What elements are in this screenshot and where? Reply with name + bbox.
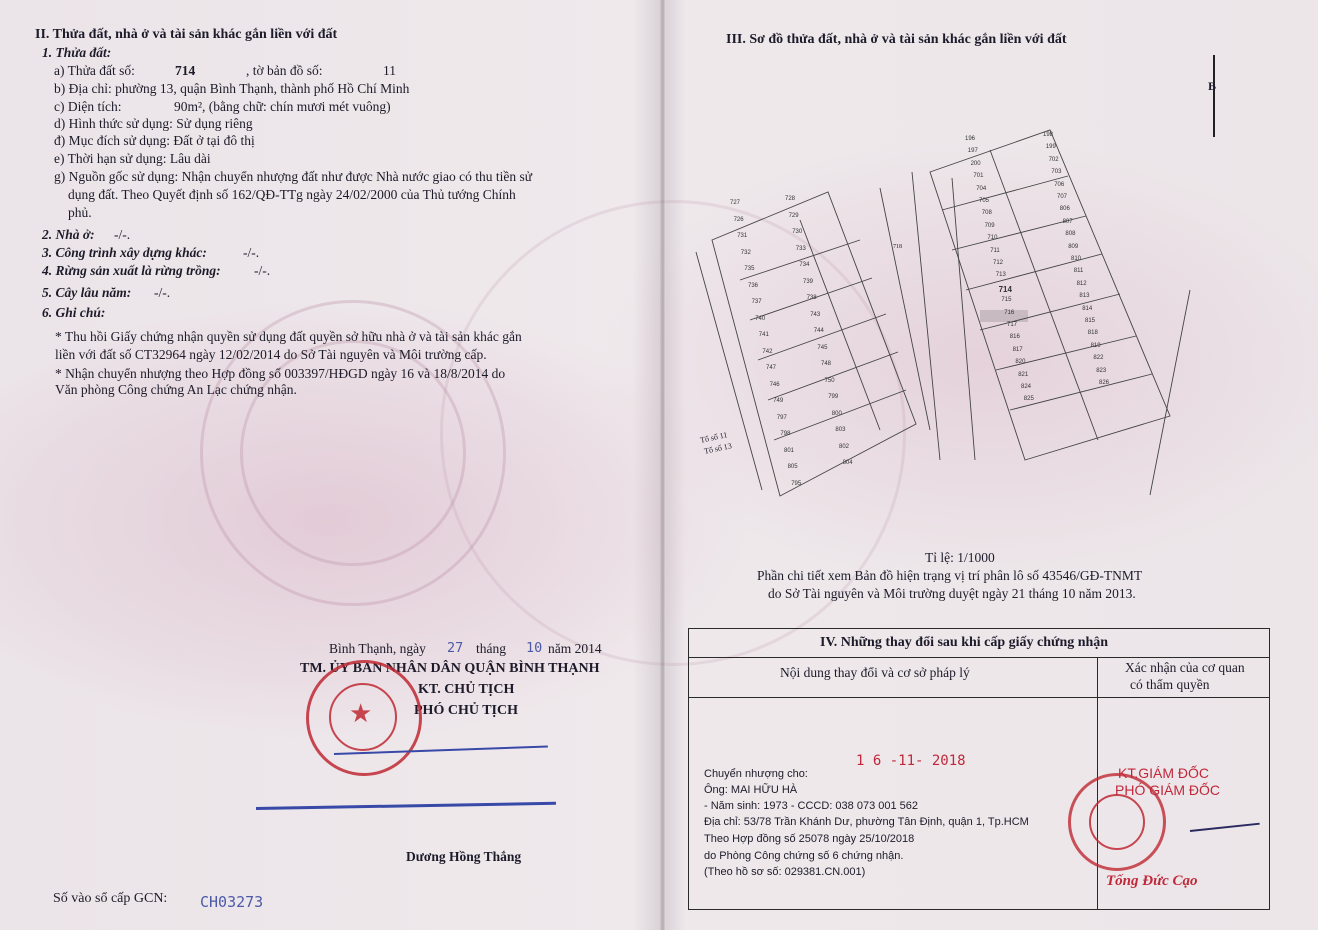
street-lines xyxy=(696,172,1190,495)
lot-number: 820 xyxy=(1015,359,1026,366)
lot-number: 809 xyxy=(1068,243,1079,250)
parcel-no: 714 xyxy=(175,63,196,78)
lot-number: 740 xyxy=(755,315,766,322)
lot-number: 804 xyxy=(842,460,853,466)
other-works-label: 3. Công trình xây dựng khác: xyxy=(42,245,207,260)
lot-number: 703 xyxy=(1051,169,1062,176)
origin-line-3: phủ. xyxy=(68,205,92,220)
lot-number: 810 xyxy=(1071,256,1082,262)
lot-number: 818 xyxy=(1087,330,1098,337)
notes-label: 6. Ghi chú: xyxy=(42,305,106,320)
to-so-11-label: Tổ số 11 xyxy=(699,430,729,445)
trees-label: 5. Cây lâu năm: xyxy=(42,285,132,300)
lot-number: 800 xyxy=(831,410,842,417)
lot-number: 742 xyxy=(762,348,773,355)
lot-number: 196 xyxy=(965,136,976,142)
note2-line-b: Văn phòng Công chứng An Lạc chứng nhận. xyxy=(55,382,297,397)
trees-value: -/-. xyxy=(154,285,171,300)
lot-number: 739 xyxy=(803,278,814,285)
lot-number: 795 xyxy=(791,480,802,487)
map-reference-line-2: do Sở Tài nguyên và Môi trường duyệt ngày 21 tháng 10 năm 2013. xyxy=(768,586,1136,601)
lot-number: 729 xyxy=(788,212,799,219)
origin-line-1: g) Nguồn gốc sử dụng: Nhận chuyển nhượng đất như được Nhà nước giao có thu tiền sử xyxy=(54,169,533,184)
notary-office: do Phòng Công chứng số 6 chứng nhận. xyxy=(704,850,904,862)
lot-number: 815 xyxy=(1085,318,1096,324)
date-place: Bình Thạnh, ngày xyxy=(329,641,426,656)
lot-number: 715 xyxy=(1001,297,1012,304)
vice-chairman: PHÓ CHỦ TỊCH xyxy=(414,703,518,718)
owner-name: Ông: MAI HỮU HÀ xyxy=(704,784,798,796)
map-scale: Tỉ lệ: 1/1000 xyxy=(925,550,995,565)
page-fold xyxy=(660,0,666,930)
forest-label: 4. Rừng sản xuất là rừng trồng: xyxy=(42,263,221,278)
item1-heading: 1. Thửa đất: xyxy=(42,45,112,60)
lot-number: 825 xyxy=(1023,396,1034,403)
col-content-header: Nội dung thay đổi và cơ sở pháp lý xyxy=(780,665,970,680)
col-confirm-header-2: có thẩm quyền xyxy=(1130,677,1210,692)
lot-number: 819 xyxy=(1090,342,1101,349)
lot-number: 749 xyxy=(773,398,784,404)
lot-number: 743 xyxy=(810,311,821,318)
lot-number: 797 xyxy=(776,414,787,421)
registry-no: CH03273 xyxy=(200,893,264,911)
lot-number: 747 xyxy=(766,365,777,371)
lot-number: 816 xyxy=(1009,334,1020,341)
lot-number: 709 xyxy=(984,222,995,229)
lot-number: 823 xyxy=(1096,367,1107,374)
north-label: B xyxy=(1208,79,1217,93)
lot-number: 726 xyxy=(733,216,744,223)
note1-line-b: liền với đất số CT32964 ngày 12/02/2014 do Sở Tài nguyên và Môi trường cấp. xyxy=(55,347,487,362)
parcel-no-label: a) Thửa đất số: xyxy=(54,63,135,78)
lot-number: 745 xyxy=(817,344,828,351)
lot-number: 705 xyxy=(979,198,990,204)
col-confirm-header-1: Xác nhận của cơ quan xyxy=(1125,660,1245,675)
note2-line-a: * Nhận chuyển nhượng theo Hợp đồng số 003397/HĐGD ngày 16 và 18/8/2014 do xyxy=(55,366,506,381)
contract-ref: Theo Hợp đồng số 25078 ngày 25/10/2018 xyxy=(704,833,915,845)
lot-number: 806 xyxy=(1059,206,1070,213)
lot-number: 738 xyxy=(806,295,817,301)
lot-number: 702 xyxy=(1048,156,1059,163)
origin-line-2: dụng đất. Theo Quyết định số 162/QĐ-TTg ngày 24/02/2000 của Thủ tướng Chính xyxy=(68,187,516,202)
signer-name: Dương Hồng Thắng xyxy=(406,849,522,864)
star-icon: ★ xyxy=(349,699,373,729)
lot-number: 741 xyxy=(758,332,769,338)
signature-stroke-2 xyxy=(256,802,556,810)
lot-number: 200 xyxy=(970,160,981,167)
lot-number: 812 xyxy=(1076,280,1087,287)
lot-number: 733 xyxy=(795,245,806,252)
file-no: (Theo hồ sơ số: 029381.CN.001) xyxy=(704,866,866,878)
lot-number: 199 xyxy=(1045,144,1056,151)
lot-number: 707 xyxy=(1057,194,1068,200)
section-ii-title: II. Thửa đất, nhà ở và tài sản khác gắn liền với đất xyxy=(35,27,338,42)
authority-title: TM. ỦY BAN NHÂN DÂN QUẬN BÌNH THẠNH xyxy=(300,661,600,676)
section-iii-title: III. Sơ đồ thửa đất, nhà ở và tài sản khác gắn liền với đất xyxy=(726,32,1067,47)
note1-line-a: * Thu hồi Giấy chứng nhận quyền sử dụng đất quyền sở hữu nhà ở và tài sản khác gắn xyxy=(55,329,522,344)
forest-value: -/-. xyxy=(254,263,271,278)
lot-number: 744 xyxy=(813,328,824,334)
lot-number: 748 xyxy=(821,361,832,367)
to-so-13-label: Tổ số 13 xyxy=(703,441,733,456)
stamp-signer: Tống Đức Cạo xyxy=(1106,873,1198,889)
date-month: 10 xyxy=(526,640,543,656)
usage-term: e) Thời hạn sử dụng: Lâu dài xyxy=(54,151,211,166)
lot-number: 704 xyxy=(976,185,987,192)
map-reference-line-1: Phần chi tiết xem Bản đồ hiện trạng vị trí phân lô số 43546/GĐ-TNMT xyxy=(757,568,1143,583)
address-line: b) Địa chỉ: phường 13, quận Bình Thạnh, thành phố Hồ Chí Minh xyxy=(54,81,410,96)
area-label: c) Diện tích: xyxy=(54,99,122,114)
lot-number: 803 xyxy=(835,427,846,433)
lot-number: 734 xyxy=(799,262,810,268)
lot-number: 727 xyxy=(730,200,741,206)
lot-number: 798 xyxy=(780,431,791,437)
north-arrow-icon xyxy=(1213,55,1215,137)
lot-number: 712 xyxy=(993,260,1004,266)
block-b-outline xyxy=(930,130,1170,460)
lot-number: 802 xyxy=(839,443,850,450)
lot-number: 821 xyxy=(1018,371,1029,378)
lot-number: 814 xyxy=(1082,305,1093,312)
owner-address: Địa chỉ: 53/78 Trần Khánh Dư, phường Tân Định, quận 1, Tp.HCM xyxy=(704,816,1029,828)
map-sheet: 11 xyxy=(383,63,396,78)
lot-number: 799 xyxy=(828,394,839,400)
lot-number: 826 xyxy=(1099,380,1110,386)
lot-number: 710 xyxy=(987,235,998,242)
usage-form: d) Hình thức sử dụng: Sử dụng riêng xyxy=(54,116,253,131)
lot-number: 711 xyxy=(990,247,1000,254)
usage-purpose: đ) Mục đích sử dụng: Đất ở tại đô thị xyxy=(54,133,255,148)
registry-label: Số vào sổ cấp GCN: xyxy=(53,891,168,906)
lot-number: 735 xyxy=(744,266,755,272)
house-label: 2. Nhà ở: xyxy=(42,227,95,242)
lot-number: 811 xyxy=(1073,268,1084,275)
lot-number: 706 xyxy=(1054,181,1065,188)
lot-number: 197 xyxy=(967,148,978,155)
official-seal-left xyxy=(306,660,422,776)
lot-number: 713 xyxy=(995,272,1006,279)
map-sheet-label: , tờ bản đồ số: xyxy=(246,63,323,78)
lot-number: 701 xyxy=(973,173,984,180)
lot-number: 730 xyxy=(792,229,803,235)
lot-number: 822 xyxy=(1093,355,1104,362)
owner-birth-id: - Năm sinh: 1973 - CCCD: 038 073 001 562 xyxy=(704,800,919,812)
parcel-map xyxy=(680,100,1200,550)
lot-number: 731 xyxy=(737,233,748,239)
lot-number: 708 xyxy=(981,210,992,217)
lot-number: 746 xyxy=(769,381,780,388)
lot-number: 736 xyxy=(748,282,759,289)
lot-number: 808 xyxy=(1065,231,1076,238)
changes-title: IV. Những thay đổi sau khi cấp giấy chứng nhận xyxy=(820,635,1109,650)
lot-number: 813 xyxy=(1079,293,1090,300)
lot-number: 732 xyxy=(740,249,751,256)
lot-number: 801 xyxy=(784,447,795,454)
lot-number: 817 xyxy=(1012,346,1023,353)
seal-right-inner-ring xyxy=(1089,794,1145,850)
other-works-value: -/-. xyxy=(243,245,260,260)
stamp-title-2: PHÓ GIÁM ĐỐC xyxy=(1115,782,1221,798)
lot-number: 737 xyxy=(751,299,762,305)
stamp-title-1: KT.GIÁM ĐỐC xyxy=(1118,765,1210,781)
change-date: 1 6 -11- 2018 xyxy=(856,753,966,769)
lot-number: 717 xyxy=(1007,322,1018,328)
lot-number: 807 xyxy=(1062,218,1073,225)
lot-number: 714 xyxy=(998,284,1012,294)
lot-number: 728 xyxy=(785,196,796,202)
lot-number: 716 xyxy=(1004,309,1015,316)
lot-number: 805 xyxy=(787,464,798,470)
lot-number: 198 xyxy=(1043,132,1054,138)
lot-number: 750 xyxy=(824,377,835,384)
house-value: -/-. xyxy=(114,227,131,242)
date-year: năm 2014 xyxy=(548,641,602,656)
kt-chairman: KT. CHỦ TỊCH xyxy=(418,682,515,697)
date-day: 27 xyxy=(447,640,464,656)
transfer-to: Chuyển nhượng cho: xyxy=(704,768,808,780)
lot-number: 824 xyxy=(1021,384,1032,390)
street-label: 718 xyxy=(893,244,902,250)
area-value: 90m², (bằng chữ: chín mươi mét vuông) xyxy=(174,99,391,114)
date-month-label: tháng xyxy=(476,641,506,656)
